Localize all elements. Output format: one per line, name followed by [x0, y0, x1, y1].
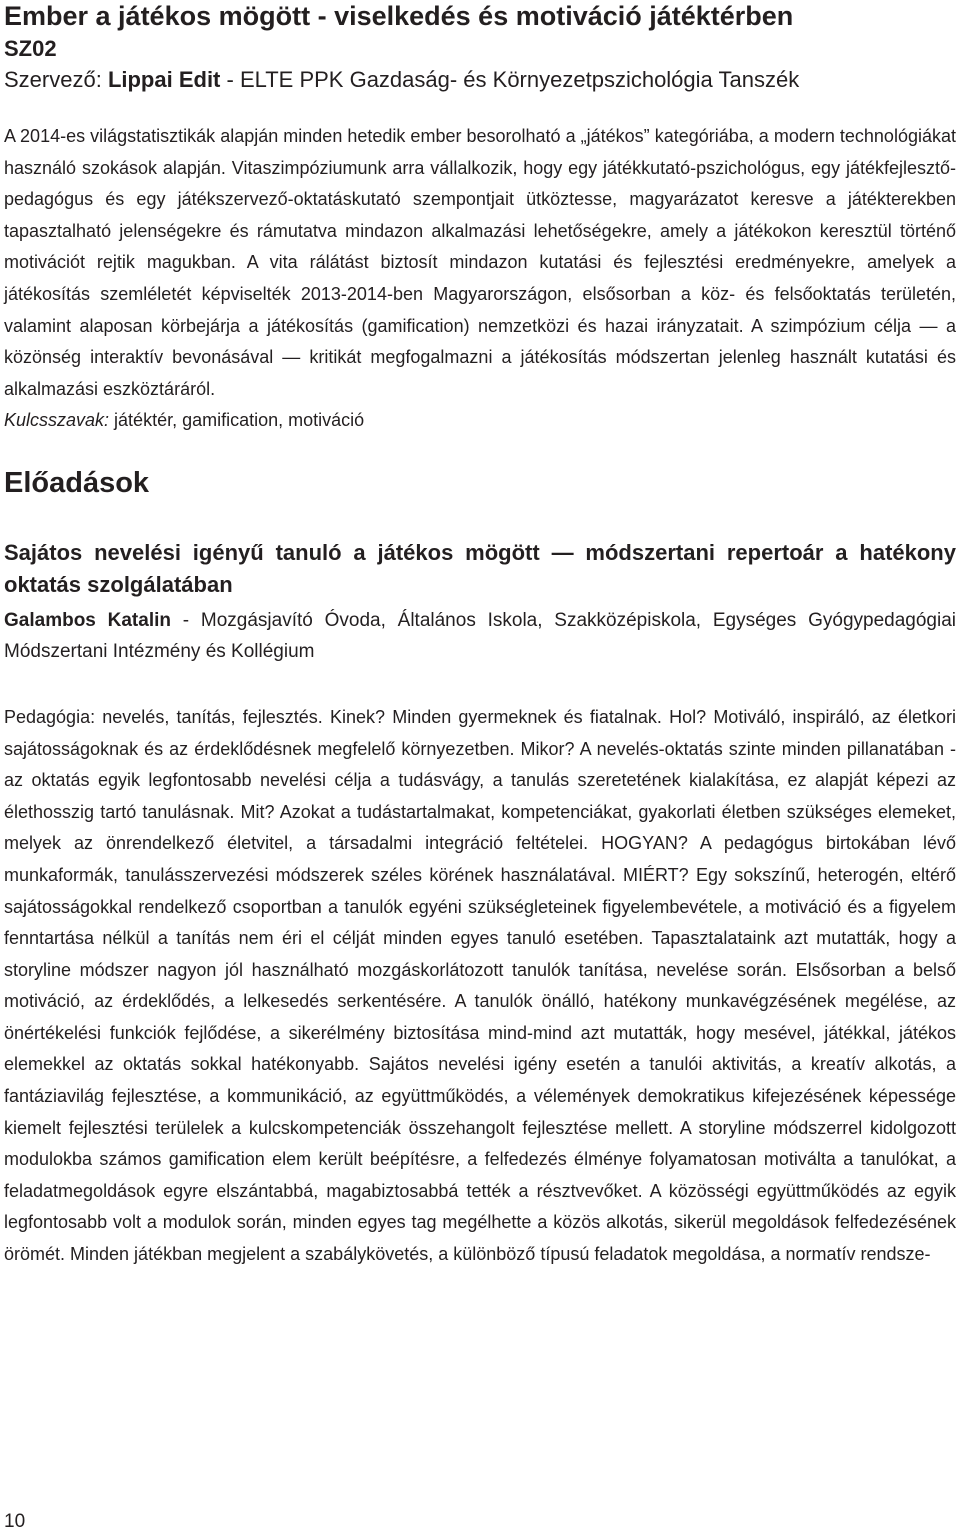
keywords-label: Kulcsszavak: [4, 410, 110, 431]
organizer-line [4, 65, 956, 95]
talk-author-name: Galambos Katalin [4, 609, 171, 631]
talk-author-affiliation: - Mozgásjavító Óvoda, Általános Iskola, Szakközépiskola, Egységes Gyógypedagógiai Módszertani Intézmény és Kollégium [4, 609, 956, 662]
organizer-name: Lippai Edit [107, 67, 221, 92]
document-page [4, 0, 956, 1271]
keywords-list: játéktér, gamification, motiváció [109, 410, 365, 431]
talk-title: Sajátos nevelési igényű tanuló a játékos mögött — módszertani repertoár a hatékony oktatás szolgálatában [4, 539, 956, 597]
symposium-title: Ember a játékos mögött - viselkedés és motiváció játéktérben [4, 1, 794, 31]
keywords-line [4, 405, 956, 437]
page-number: 10 [4, 1511, 26, 1532]
symposium-abstract: A 2014-es világstatisztikák alapján minden hetedik ember besorolható a „játékos” kategóriába, a modern technológiákat használó szokások alapján. Vitaszimpóziumunk arra vállalkozik, hogy egy játékkutató-pszichológus, egy játékfejlesztő-pedagógus és egy játékszervező-oktatáskutató szempontjait ütköztesse, magyarázatot keresve a játékterekben tapasztalható jelenségekre és rámutatva mindazon alkalmazási lehetőségekre, amely a játékokon keresztül történő motivációt rejtik magukban. A vita rálátást biztosít mindazon kutatási és fejlesztési eredményekre, amelyek a játékosítás szemléletét képviselték 2013-2014-ben Magyarországon, elsősorban a köz- és felsőoktatás területén, valamint alaposan körbejárja a játékosítás (gamification) nemzetközi és hazai irányzatait. A szimpózium célja — a közönség interaktív bevonásával — kritikát megfogalmazni a játékosítás módszertan jelenleg használt kutatási és alkalmazási eszköztáráról. [4, 126, 956, 399]
symposium-code: SZ02 [4, 36, 57, 61]
organizer-label: Szervező: [4, 67, 108, 92]
organizer-affiliation: - ELTE PPK Gazdaság- és Környezetpszichológia Tanszék [220, 67, 800, 92]
talk-author-line [4, 605, 956, 667]
section-heading: Előadások [4, 466, 150, 499]
talk-abstract: Pedagógia: nevelés, tanítás, fejlesztés. Kinek? Minden gyermeknek és fiatalnak. Hol? Motiváló, inspiráló, az életkori sajátosságoknak és az érdeklődésnek megfelelő környezetben. Mikor? A nevelés-oktatás szinte minden pillanatában - az oktatás egyik legfontosabb nevelési célja a tudásvágy, a tanulás szeretetének kialakítása, ez alapját képezi az élethosszig tartó tanulásnak. Mit? Azokat a tudástartalmakat, kompetenciákat, gyakorlati életben szükséges elemeket, melyek az önrendelkező életvitel, a társadalmi integráció feltételei. HOGYAN? A pedagógus birtokában lévő munkaformák, tanulásszervezési módszerek széles körének használatával. MIÉRT? Egy sokszínű, heterogén, eltérő sajátosságokkal rendelkező csoportban a tanulók egyéni szükségleteinek figyelembevétele, a motiváció és a figyelem fenntartása nélkül a tanítás nem éri el célját minden egyes tanuló esetében. Tapasztalataink azt mutatták, hogy a storyline módszer nagyon jól használható mozgáskorlátozott tanulók tanítása, nevelése során. Elsősorban a belső motiváció, az érdeklődés, a lelkesedés serkentésére. A tanulók önálló, hatékony munkavégzésének megélése, az önértékelési funkciók fejlődése, a sikerélmény biztosítása mind-mind azt mutatták, hogy mesével, játékkal, játékos elemekkel az oktatás sokkal hatékonyabb. Sajátos nevelési igény esetén a tanulói aktivitás, a kreatív alkotás, a fantáziavilág fejlesztése, a kommunikáció, az együttműködés, a vélemények demokratikus kifejezésének képessége kiemelt fejlesztési terülelek a kulcskompetenciák összehangolt fejlesztése mellett. A storyline módszerrel kidolgozott modulokba számos gamification elem került beépítésre, a felfedezés élménye folyamatosan motiválta a tanulókat, a feladatmegoldások egyre elszántabbá, magabiztosabbá tették a résztvevőket. A közösségi együttműködés az egyik legfontosabb volt a modulok során, minden egyes tag megélhette a közös alkotás, sikerül megoldások felfedezésének örömét. Minden játékban megjelent a szabálykövetés, a különböző típusú feladatok megoldása, a normatív rendsze- [4, 706, 956, 1265]
